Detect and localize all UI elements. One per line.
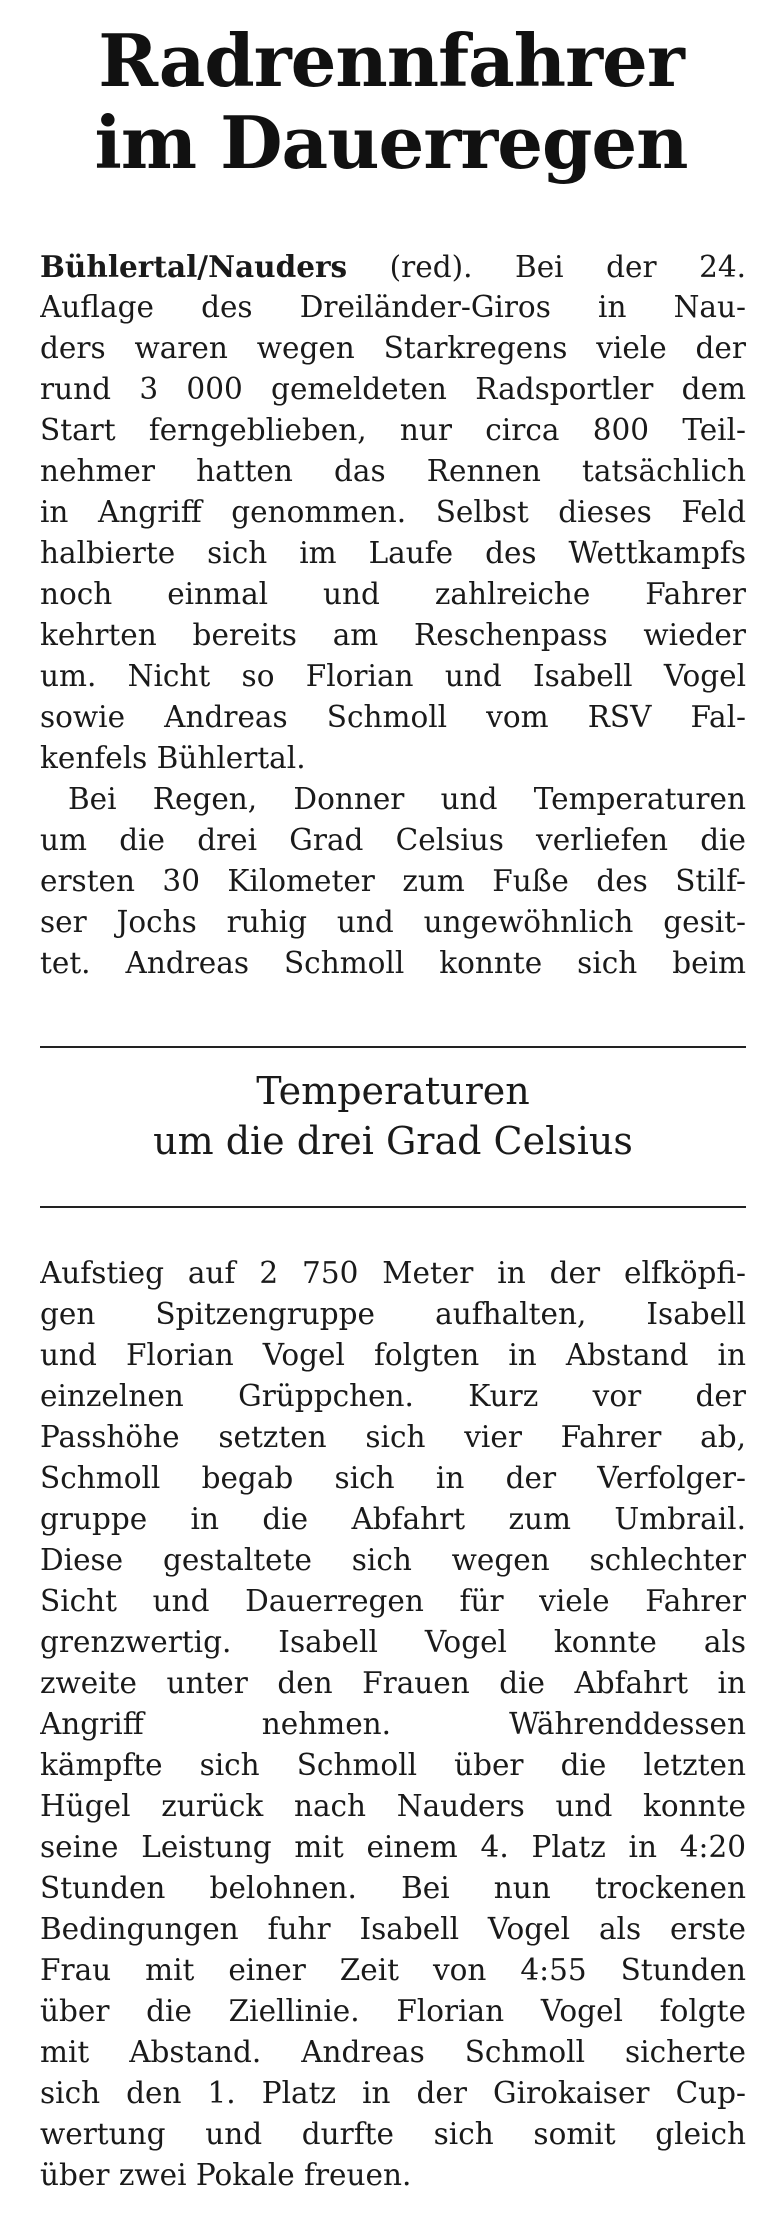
article-line: grenzwertig. Isabell Vogel konnte als xyxy=(40,1625,746,1659)
article-line: kenfels Bühlertal. xyxy=(40,741,306,775)
article-line: halbierte sich im Laufe des Wettkampfs xyxy=(40,536,746,570)
headline-line-1: Radrennfahrer xyxy=(98,18,684,103)
subheading xyxy=(40,1066,746,1166)
headline xyxy=(40,20,742,184)
article-line xyxy=(40,246,746,287)
article-body-part-2 xyxy=(40,1253,746,2196)
article-line: sich den 1. Platz in der Girokaiser Cup- xyxy=(40,2076,746,2110)
article-line: Angriff nehmen. Währenddessen xyxy=(40,1707,746,1741)
dateline: Bühlertal/Nauders xyxy=(40,249,348,284)
subhead-bottom-rule xyxy=(40,1206,746,1208)
article-line: nehmer hatten das Rennen tatsächlich xyxy=(40,454,746,488)
article-line: gen Spitzengruppe aufhalten, Isabell xyxy=(40,1297,746,1331)
article-line: über zwei Pokale freuen. xyxy=(40,2158,412,2192)
article-line: Auflage des Dreiländer-Giros in Nau- xyxy=(40,290,746,324)
article-line: in Angriff genommen. Selbst dieses Feld xyxy=(40,495,746,529)
article-line: Schmoll begab sich in der Verfolger- xyxy=(40,1461,746,1495)
headline-line-2: im Dauerregen xyxy=(94,100,688,185)
article-line: kämpfte sich Schmoll über die letzten xyxy=(40,1748,746,1782)
article-line: rund 3 000 gemeldeten Radsportler dem xyxy=(40,372,746,406)
article-line: und Florian Vogel folgten in Abstand in xyxy=(40,1338,746,1372)
subhead-top-rule xyxy=(40,1046,746,1048)
article-line-text: (red). Bei der 24. xyxy=(347,250,746,284)
subheading-line-1: Temperaturen xyxy=(256,1069,530,1113)
article-line: Frau mit einer Zeit von 4:55 Stunden xyxy=(40,1953,746,1987)
article-line: gruppe in die Abfahrt zum Umbrail. xyxy=(40,1502,746,1536)
article-line: Start ferngeblieben, nur circa 800 Teil- xyxy=(40,413,746,447)
article-line: sowie Andreas Schmoll vom RSV Fal- xyxy=(40,700,746,734)
article-line: Stunden belohnen. Bei nun trockenen xyxy=(40,1871,746,1905)
article-line: Diese gestaltete sich wegen schlechter xyxy=(40,1543,746,1577)
subheading-line-2: um die drei Grad Celsius xyxy=(153,1119,633,1163)
article-line: tet. Andreas Schmoll konnte sich beim xyxy=(40,946,746,980)
article-line: wertung und durfte sich somit gleich xyxy=(40,2117,746,2151)
article-line: noch einmal und zahlreiche Fahrer xyxy=(40,577,746,611)
article-line: seine Leistung mit einem 4. Platz in 4:20 xyxy=(40,1830,746,1864)
article-line: Hügel zurück nach Nauders und konnte xyxy=(40,1789,746,1823)
article-line: Passhöhe setzten sich vier Fahrer ab, xyxy=(40,1420,746,1454)
article-line: zweite unter den Frauen die Abfahrt in xyxy=(40,1666,746,1700)
article-line: Sicht und Dauerregen für viele Fahrer xyxy=(40,1584,746,1618)
article-line: Bei Regen, Donner und Temperaturen xyxy=(68,782,746,816)
article-body-part-1 xyxy=(40,246,746,984)
article-line: ersten 30 Kilometer zum Fuße des Stilf- xyxy=(40,864,746,898)
article-line: mit Abstand. Andreas Schmoll sicherte xyxy=(40,2035,746,2069)
article-line: um. Nicht so Florian und Isabell Vogel xyxy=(40,659,746,693)
article-line: kehrten bereits am Reschenpass wieder xyxy=(40,618,746,652)
article-line: Aufstieg auf 2 750 Meter in der elfköpfi- xyxy=(40,1256,746,1290)
article-line: ders waren wegen Starkregens viele der xyxy=(40,331,746,365)
article-line: einzelnen Grüppchen. Kurz vor der xyxy=(40,1379,746,1413)
article-line: um die drei Grad Celsius verliefen die xyxy=(40,823,746,857)
article-line: über die Ziellinie. Florian Vogel folgte xyxy=(40,1994,746,2028)
article-line: ser Jochs ruhig und ungewöhnlich gesit- xyxy=(40,905,746,939)
article-line: Bedingungen fuhr Isabell Vogel als erste xyxy=(40,1912,746,1946)
